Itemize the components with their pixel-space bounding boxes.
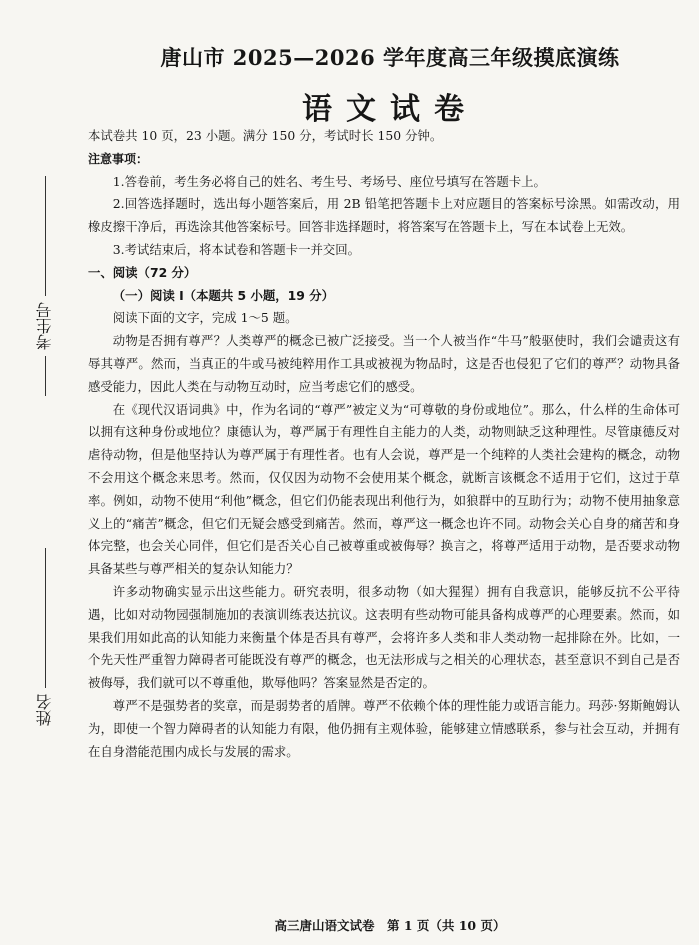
passage-paragraph: 尊严不是强势者的奖章，而是弱势者的盾牌。尊严不依赖个体的理性能力或语言能力。玛莎·努斯鲍姆认为，即使一个智力障碍者的认知能力有限，他仍拥有主观体验，能够建立情感联系，参与社会互动，并拥有在自身潜能范围内成长与发展的需求。 <box>88 697 680 759</box>
exam-info: 本试卷共 10 页，23 小题。满分 150 分，考试时长 150 分钟。 <box>88 128 443 143</box>
page-footer: 高三唐山语文试卷 第 1 页（共 10 页） <box>274 918 506 933</box>
notice-item-1: 1.答卷前，考生务必将自己的姓名、考生号、考场号、座位号填写在答题卡上。 <box>112 173 546 189</box>
name-line <box>45 548 46 688</box>
subject-title: 语文试卷 <box>302 92 478 127</box>
passage-paragraph: 在《现代汉语词典》中，作为名词的“尊严”被定义为“可尊敬的身份或地位”。那么，什么样的生命体可以拥有这种身份或地位？康德认为，尊严属于有理性自主能力的人类，动物则缺乏这种理性。尽管康德反对虐待动物，但是他坚持认为尊严属于有理性者。也有人会说，尊严是一个纯粹的人类社会建构的概念，动物不会用这个概念来思考。然而，仅仅因为动物不会使用某个概念，就断言该概念不适用于它们，这过于草率。例如，动物不使用“利他”概念，但它们仍能表现出利他行为，如狼群中的互助行为；动物不使用抽象意义上的“痛苦”概念，但它们无疑会感受到痛苦。然而，尊严这一概念也许不同。动物会关心自身的痛苦和身体完整，也会关心同伴，但它们是否关心自己被尊重或被侮辱？换言之，将尊严适用于动物，是否要求动物具备某些与尊严相关的复杂认知能力？ <box>88 401 680 577</box>
exam-number-field <box>28 176 62 396</box>
section-title: 一、阅读（72 分） <box>88 264 197 280</box>
passage-paragraph: 动物是否拥有尊严？人类尊严的概念已被广泛接受。当一个人被当作“牛马”般驱使时，我们会谴责这有辱其尊严。然而，当真正的牛或马被纯粹用作工具或被视为物品时，这是否也侵犯了它们的尊严？动物具备感受能力，因此人类在与动物互动时，应当考虑它们的感受。 <box>88 333 680 394</box>
exam-content <box>88 125 680 763</box>
notice-item-2: 2.回答选择题时，选出每小题答案后，用 2B 铅笔把答题卡上对应题目的答案标号涂黑。如需改动，用橡皮擦干净后，再选涂其他答案标号。回答非选择题时，将答案写在答题卡上，写在本试卷上无效。 <box>88 196 680 235</box>
name-field <box>28 548 62 732</box>
exam-number-label: 考生号 <box>35 302 54 350</box>
notice-title: 注意事项： <box>88 151 149 166</box>
exam-number-line <box>45 176 46 296</box>
exam-title: 唐山市 2025—2026 学年度高三年级摸底演练 <box>160 45 620 70</box>
passage-paragraph: 许多动物确实显示出这些能力。研究表明，很多动物（如大猩猩）拥有自我意识，能够反抗不公平待遇，比如对动物园强制施加的表演训练表达抗议。这表明有些动物可能具备构成尊严的心理要素。然而，如果我们用如此高的认知能力来衡量个体是否具有尊严，会将许多人类和非人类动物一起排除在外。比如，一个先天性严重智力障碍者可能既没有尊严的概念，也无法形成与之相关的心理状态，甚至意识不到自己是否被侮辱，我们就可以不尊重他，欺辱他吗？答案显然是否定的。 <box>88 583 680 691</box>
subsection-title: （一）阅读 Ⅰ（本题共 5 小题，19 分） <box>112 287 334 303</box>
name-label: 姓名 <box>35 694 54 726</box>
notice-item-3: 3.考试结束后，将本试卷和答题卡一并交回。 <box>112 241 361 257</box>
exam-number-line-lower <box>45 356 46 396</box>
reading-instruction: 阅读下面的文字，完成 1～5 题。 <box>112 310 298 326</box>
